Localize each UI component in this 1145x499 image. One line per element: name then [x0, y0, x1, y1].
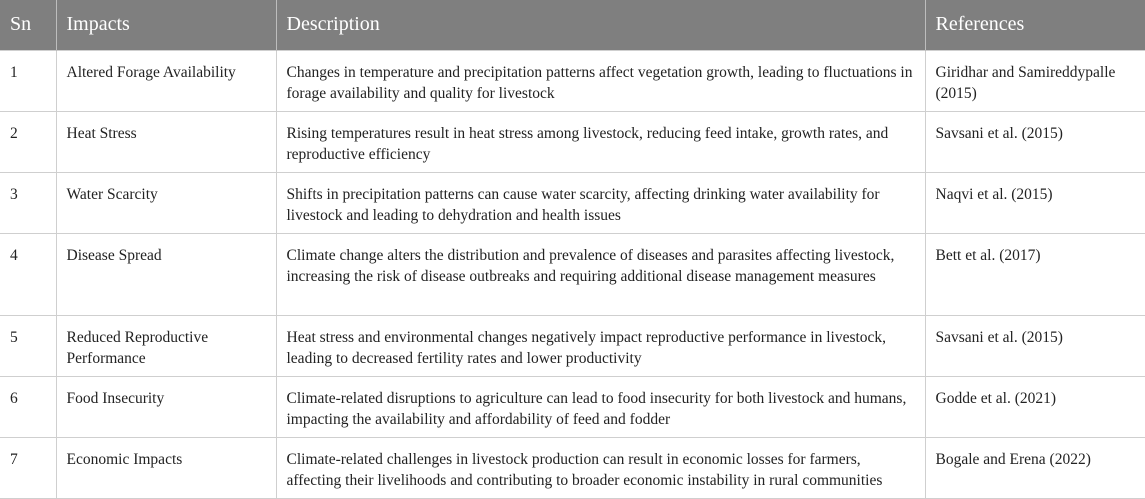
table-row: [0, 376, 1145, 437]
cell-reference: Bogale and Erena (2022): [925, 437, 1145, 498]
cell-description: Shifts in precipitation patterns can cause water scarcity, affecting drinking water availability for livestock and leading to dehydration and health issues: [276, 172, 925, 233]
cell-impact: Food Insecurity: [56, 376, 276, 437]
header-description: Description: [276, 0, 925, 50]
table-row: [0, 172, 1145, 233]
header-row: [0, 0, 1145, 50]
cell-impact: Heat Stress: [56, 111, 276, 172]
cell-sn: 3: [0, 172, 56, 233]
cell-reference: Savsani et al. (2015): [925, 315, 1145, 376]
table-row: [0, 111, 1145, 172]
cell-impact: Economic Impacts: [56, 437, 276, 498]
cell-impact: Disease Spread: [56, 233, 276, 315]
header-references: References: [925, 0, 1145, 50]
cell-description: Climate change alters the distribution and prevalence of diseases and parasites affecting livestock, increasing the risk of disease outbreaks and requiring additional disease management measures: [276, 233, 925, 315]
cell-reference: Giridhar and Samireddypalle (2015): [925, 50, 1145, 111]
table-row: [0, 437, 1145, 498]
cell-description: Rising temperatures result in heat stress among livestock, reducing feed intake, growth rates, and reproductive efficiency: [276, 111, 925, 172]
cell-sn: 6: [0, 376, 56, 437]
table-body: [0, 50, 1145, 498]
cell-reference: Godde et al. (2021): [925, 376, 1145, 437]
table-header: [0, 0, 1145, 50]
cell-sn: 7: [0, 437, 56, 498]
cell-sn: 5: [0, 315, 56, 376]
cell-reference: Bett et al. (2017): [925, 233, 1145, 315]
cell-sn: 4: [0, 233, 56, 315]
cell-impact: Reduced Reproductive Performance: [56, 315, 276, 376]
cell-sn: 2: [0, 111, 56, 172]
header-sn: Sn: [10, 13, 32, 36]
cell-description: Heat stress and environmental changes negatively impact reproductive performance in livestock, leading to decreased fertility rates and lower productivity: [276, 315, 925, 376]
table-row: [0, 233, 1145, 315]
cell-description: Climate-related disruptions to agriculture can lead to food insecurity for both livestock and humans, impacting the availability and affordability of feed and fodder: [276, 376, 925, 437]
cell-impact: Water Scarcity: [56, 172, 276, 233]
table-row: [0, 50, 1145, 111]
cell-description: Climate-related challenges in livestock production can result in economic losses for farmers, affecting their livelihoods and contributing to broader economic instability in rural communities: [276, 437, 925, 498]
cell-impact: Altered Forage Availability: [56, 50, 276, 111]
cell-sn: 1: [0, 50, 56, 111]
header-impacts: Impacts: [56, 0, 276, 50]
cell-description: Changes in temperature and precipitation patterns affect vegetation growth, leading to fluctuations in forage availability and quality for livestock: [276, 50, 925, 111]
table-row: [0, 315, 1145, 376]
cell-reference: Naqvi et al. (2015): [925, 172, 1145, 233]
cell-reference: Savsani et al. (2015): [925, 111, 1145, 172]
